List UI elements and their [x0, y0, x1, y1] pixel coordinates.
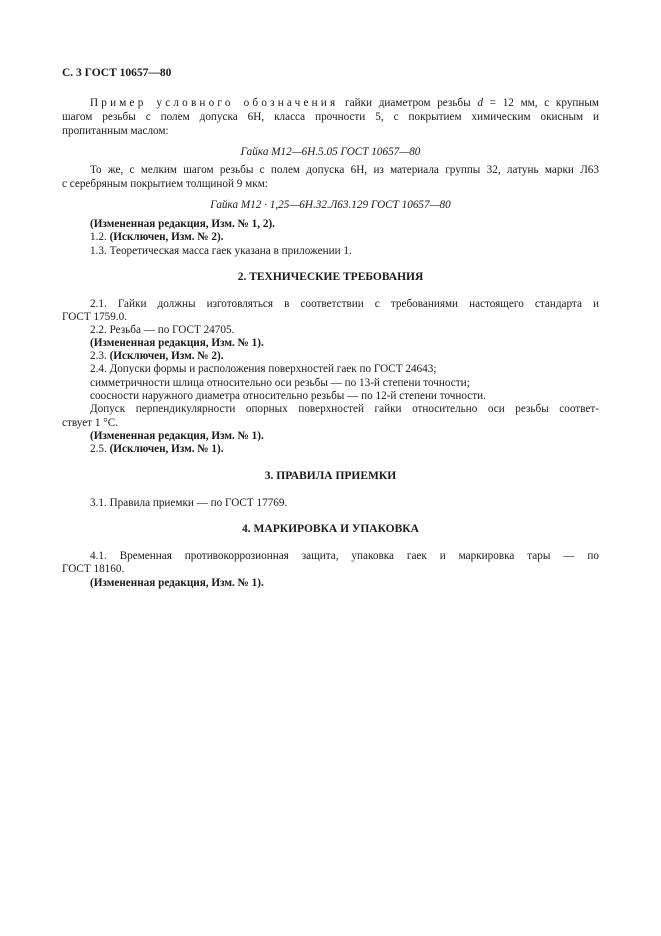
clause-3-1: 3.1. Правила приемки — по ГОСТ 17769. — [90, 497, 288, 509]
section-4-title: 4. МАРКИРОВКА И УПАКОВКА — [242, 523, 419, 535]
clause-2-2: 2.2. Резьба — по ГОСТ 24705. — [90, 324, 235, 336]
section-2-title: 2. ТЕХНИЧЕСКИЕ ТРЕБОВАНИЯ — [237, 271, 424, 283]
clause-2-5-text: (Исключен, Изм. № 1). — [109, 443, 224, 455]
designation-1: Гайка М12—6Н.5.05 ГОСТ 10657—80 — [240, 146, 421, 158]
perpendicularity-line-1: Допуск перпендикулярности опорных поверхностей гайки относительно оси резьбы соответ- — [90, 403, 599, 415]
clause-2-5 — [90, 443, 224, 456]
clause-2-4-coaxiality: соосности наружного диаметра относительно резьбы — по 12-й степени точности. — [90, 390, 486, 402]
clause-1-2-text: (Исключен, Изм. № 2). — [109, 231, 224, 243]
example-line-3: пропитанным маслом: — [62, 125, 169, 137]
amended-note-3: (Измененная редакция, Изм. № 1). — [90, 430, 264, 442]
clause-1-3: 1.3. Теоретическая масса гаек указана в приложении 1. — [90, 245, 352, 257]
clause-1-2-number: 1.2. — [90, 231, 110, 243]
designation-2: Гайка М12 · 1,25—6Н.32.Л63.129 ГОСТ 10657—80 — [210, 199, 451, 211]
example-variable: d — [477, 97, 483, 109]
example-text-post: = 12 мм, с крупным — [482, 97, 599, 109]
amended-note-2: (Измененная редакция, Изм. № 1). — [90, 337, 264, 349]
example-line-2: шагом резьбы с полем допуска 6Н, класса прочности 5, с покрытием химическим окисным и — [62, 111, 599, 123]
page-header: С. 3 ГОСТ 10657—80 — [62, 67, 172, 79]
clause-2-1-line-2: ГОСТ 1759.0. — [62, 311, 128, 323]
clause-2-1-line-1: 2.1. Гайки должны изготовляться в соответствии с требованиями настоящего стандарта и — [90, 298, 599, 310]
clause-4-1-line-2: ГОСТ 18160. — [62, 563, 125, 575]
example-text-pre: гайки диаметром резьбы — [338, 97, 478, 109]
example-label: Пример условного обозначения — [90, 97, 339, 109]
example-line-1 — [90, 97, 599, 110]
amended-note-1: (Измененная редакция, Изм. № 1, 2). — [90, 218, 275, 230]
same-line-2: с серебряным покрытием толщиной 9 мкм: — [62, 178, 268, 190]
same-line-1: То же, с мелким шагом резьбы с полем допуска 6Н, из материала группы 32, латунь марки Л63 — [90, 164, 599, 176]
clause-2-4: 2.4. Допуски формы и расположения поверхностей гаек по ГОСТ 24643; — [90, 363, 437, 375]
clause-2-5-number: 2.5. — [90, 443, 110, 455]
clause-4-1-line-1: 4.1. Временная противокоррозионная защита, упаковка гаек и маркировка тары — по — [90, 550, 599, 562]
perpendicularity-line-2: ствует 1 °С. — [62, 417, 118, 429]
clause-2-3-text: (Исключен, Изм. № 2). — [109, 350, 224, 362]
clause-1-2 — [90, 231, 224, 244]
amended-note-4: (Измененная редакция, Изм. № 1). — [90, 577, 264, 589]
clause-2-3 — [90, 350, 224, 363]
clause-2-4-symmetry: симметричности шлица относительно оси резьбы — по 13-й степени точности; — [90, 377, 470, 389]
clause-2-3-number: 2.3. — [90, 350, 110, 362]
section-3-title: 3. ПРАВИЛА ПРИЕМКИ — [264, 470, 397, 482]
